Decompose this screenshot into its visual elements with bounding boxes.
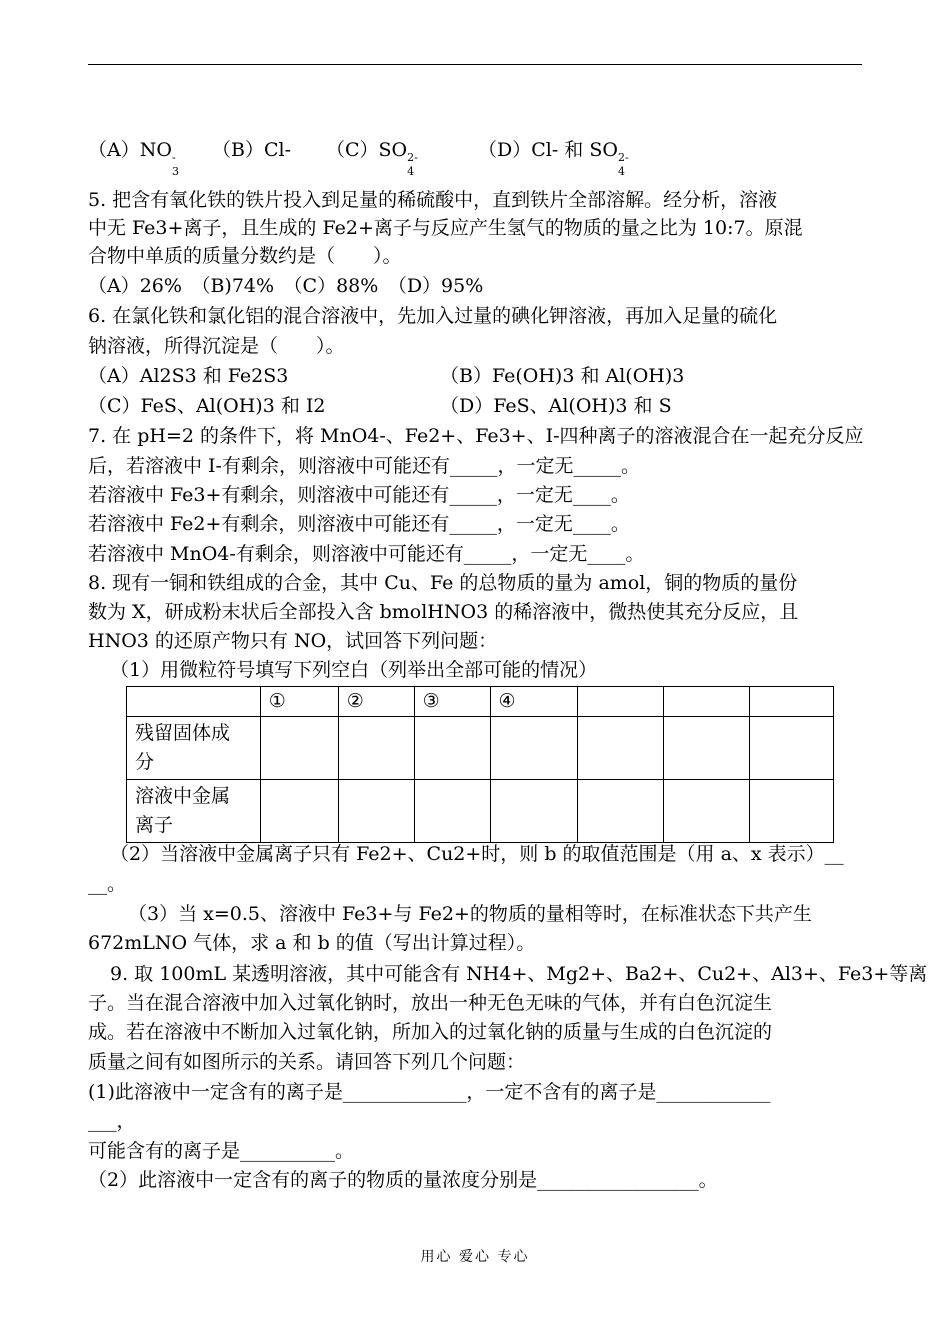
q8-part-2-line-2: __。 [88, 873, 127, 895]
table-cell[interactable] [664, 780, 750, 843]
q6-option-c: （C）FeS、Al(OH)3 和 I2 [88, 395, 326, 417]
q4-option-c: （C）SO 2- 4 [326, 139, 418, 178]
q8-part-2-line-1: （2）当溶液中金属离子只有 Fe2+、Cu2+时，则 b 的取值范围是（用 a、x 表示）__ [110, 843, 844, 865]
row-label-residual-solid: 残留固体成 分 [127, 717, 261, 780]
q9-part-1-line-1: (1)此溶液中一定含有的离子是_____________，一定不含有的离子是____________ [88, 1081, 771, 1103]
q8-line-2: 数为 X，研成粉末状后全部投入含 bmolHNO3 的稀溶液中，微热使其充分反应，且 [88, 601, 799, 623]
q5-options: （A）26% （B)74% （C）88% （D）95% [88, 275, 484, 297]
q6-line-2: 钠溶液，所得沉淀是（ ）。 [88, 335, 345, 357]
q8-part-3-line-2: 672mLNO 气体，求 a 和 b 的值（写出计算过程）。 [88, 932, 536, 954]
table-cell[interactable] [664, 717, 750, 780]
table-cell[interactable] [260, 717, 338, 780]
q8-part-1: （1）用微粒符号填写下列空白（列举出全部可能的情况） [110, 659, 598, 681]
q9-part-2: （2）此溶液中一定含有的离子的物质的量浓度分别是_________________。 [88, 1169, 718, 1191]
q5-line-1: 5. 把含有氧化铁的铁片投入到足量的稀硫酸中，直到铁片全部溶解。经分析，溶液 [88, 189, 778, 211]
q9-part-1-line-2: ___， [88, 1110, 136, 1132]
table-cell[interactable] [338, 780, 414, 843]
table-header-cell: ④ [490, 687, 578, 717]
q9-line-3: 成。若在溶液中不断加入过氧化钠，所加入的过氧化钠的质量与生成的白色沉淀的 [88, 1021, 773, 1043]
q5-line-3: 合物中单质的质量分数约是（ ）。 [88, 245, 402, 267]
q8-part-3-line-1: （3）当 x=0.5、溶液中 Fe3+与 Fe2+的物质的量相等时，在标准状态下共产生 [128, 903, 812, 925]
table-cell[interactable] [750, 717, 834, 780]
table-header-row [127, 687, 834, 717]
header-rule [88, 64, 862, 65]
q9-line-4: 质量之间有如图所示的关系。请回答下列几个问题： [88, 1051, 526, 1073]
table-cell[interactable] [750, 780, 834, 843]
page-footer: 用心 爱心 专心 [420, 1249, 530, 1265]
q6-option-d: （D）FeS、Al(OH)3 和 S [440, 395, 672, 417]
q4-option-a: （A）NO - 3 [88, 139, 179, 178]
q8-line-1: 8. 现有一铜和铁组成的合金，其中 Cu、Fe 的总物质的量为 amol，铜的物质的量份 [88, 572, 798, 594]
q7-line-3: 若溶液中 Fe3+有剩余，则溶液中可能还有_____，一定无____。 [88, 484, 630, 506]
q8-answer-table [126, 686, 834, 843]
q7-line-4: 若溶液中 Fe2+有剩余，则溶液中可能还有_____，一定无____。 [88, 513, 630, 535]
table-header-cell [664, 687, 750, 717]
table-header-cell: ③ [414, 687, 490, 717]
table-header-cell: ② [338, 687, 414, 717]
table-cell[interactable] [338, 717, 414, 780]
q7-line-5: 若溶液中 MnO4-有剩余，则溶液中可能还有_____，一定无____。 [88, 543, 645, 565]
table-header-cell [127, 687, 261, 717]
table-header-cell [750, 687, 834, 717]
table-cell[interactable] [578, 780, 664, 843]
q4-option-b: （B）Cl- [212, 139, 291, 161]
table-header-cell [578, 687, 664, 717]
table-row-residual-solid [127, 717, 834, 780]
table-cell[interactable] [414, 717, 490, 780]
q4-option-d: （D）Cl- 和 SO 2- 4 [478, 139, 629, 178]
q9-line-2: 子。当在混合溶液中加入过氧化钠时，放出一种无色无味的气体，并有白色沉淀生 [88, 992, 773, 1014]
table-cell[interactable] [260, 780, 338, 843]
row-label-metal-ions: 溶液中金属 离子 [127, 780, 261, 843]
q7-line-2: 后，若溶液中 I-有剩余，则溶液中可能还有_____，一定无_____。 [88, 455, 640, 477]
table-header-cell: ① [260, 687, 338, 717]
q6-option-b: （B）Fe(OH)3 和 Al(OH)3 [440, 365, 685, 387]
q5-line-2: 中无 Fe3+离子，且生成的 Fe2+离子与反应产生氢气的物质的量之比为 10:7。原混 [88, 217, 803, 239]
table-cell[interactable] [578, 717, 664, 780]
q6-line-1: 6. 在氯化铁和氯化铝的混合溶液中，先加入过量的碘化钾溶液，再加入足量的硫化 [88, 305, 778, 327]
q9-line-1: 9. 取 100mL 某透明溶液，其中可能含有 NH4+、Mg2+、Ba2+、Cu2+、Al3+、Fe3+等离 [110, 963, 928, 985]
table-cell[interactable] [414, 780, 490, 843]
q7-line-1: 7. 在 pH=2 的条件下，将 MnO4-、Fe2+、Fe3+、I-四种离子的溶液混合在一起充分反应 [88, 425, 864, 447]
q8-line-3: HNO3 的还原产物只有 NO，试回答下列问题： [88, 630, 498, 652]
table-cell[interactable] [490, 780, 578, 843]
q9-part-1-line-3: 可能含有的离子是__________。 [88, 1140, 355, 1162]
table-cell[interactable] [490, 717, 578, 780]
q6-option-a: （A）Al2S3 和 Fe2S3 [88, 365, 289, 387]
table-row-metal-ions [127, 780, 834, 843]
